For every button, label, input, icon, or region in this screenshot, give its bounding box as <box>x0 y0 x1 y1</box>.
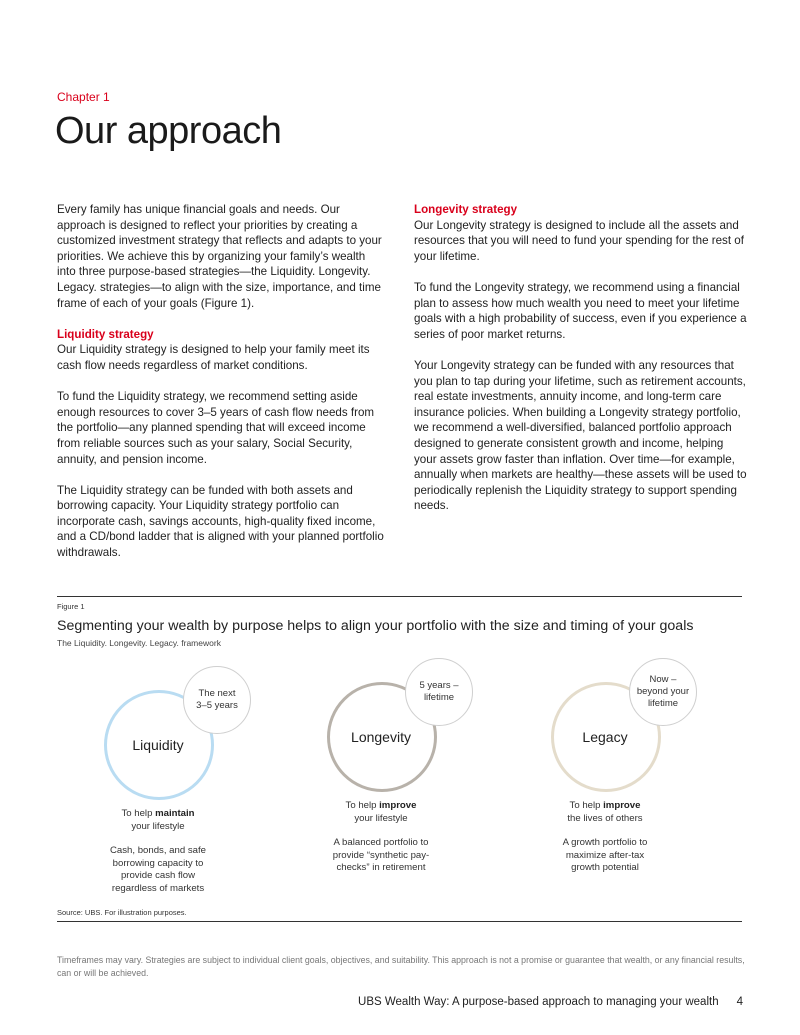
legacy-detail-line: A growth portfolio to <box>562 837 648 848</box>
longevity-description <box>311 800 451 875</box>
liquidity-paragraph-1: Our Liquidity strategy is designed to help your family meet its cash flow needs regardless of market conditions. <box>57 343 370 372</box>
liquidity-detail-line: Cash, bonds, and safe <box>109 845 206 856</box>
figure-source: Source: UBS. For illustration purposes. <box>57 908 187 917</box>
liquidity-paragraph-3: The Liquidity strategy can be funded with both assets and borrowing capacity. Your Liquidity strategy portfolio can incorporate cash, savings accounts, high-quality fixed income, and a CD/bond ladder that is aligned with your planned portfolio withdrawals. <box>57 483 384 560</box>
legacy-timeframe-line: Now – <box>649 674 677 685</box>
longevity-timeframe-line: 5 years – <box>419 680 459 691</box>
goal-prefix: To help <box>345 800 380 811</box>
longevity-label: Longevity <box>351 729 411 745</box>
goal-prefix: To help <box>569 800 604 811</box>
longevity-detail-line: A balanced portfolio to <box>333 837 429 848</box>
legacy-detail-line: maximize after-tax <box>565 849 645 861</box>
legacy-detail-line: growth potential <box>571 862 639 873</box>
longevity-timeframe-bubble <box>405 658 473 726</box>
liquidity-goal-rest: your lifestyle <box>131 820 185 832</box>
longevity-timeframe-line: lifetime <box>423 692 455 703</box>
longevity-paragraph-1: Our Longevity strategy is designed to include all the assets and resources that you will need to fund your spending for the rest of your lifetime. <box>414 218 744 263</box>
liquidity-detail-line: provide cash flow <box>120 870 196 881</box>
liquidity-goal <box>88 808 228 821</box>
longevity-heading: Longevity strategy <box>414 203 518 216</box>
liquidity-detail-line: borrowing capacity to <box>112 857 204 869</box>
legacy-timeframe-bubble <box>629 658 697 726</box>
goal-bold: maintain <box>155 808 195 819</box>
liquidity-heading: Liquidity strategy <box>57 327 154 341</box>
goal-bold: improve <box>603 800 641 811</box>
page-number: 4 <box>736 996 743 1008</box>
goal-bold: improve <box>379 800 417 811</box>
liquidity-label: Liquidity <box>132 737 184 753</box>
chapter-label: Chapter 1 <box>57 90 110 104</box>
figure-title: Segmenting your wealth by purpose helps to align your portfolio with the size and timing of your goals <box>57 618 694 634</box>
intro-paragraph: Every family has unique financial goals and needs. Our approach is designed to reflect your priorities by creating a customized investment strategy that reflects and adapts to your priorities. We achieve this by organizing your family’s wealth into three purpose-based strategies—the Liquidity. Longevity. Legacy. strategies—to align with the size, importance, and time frame of each of your goals (Figure 1). <box>57 203 382 310</box>
legacy-label: Legacy <box>582 729 628 745</box>
longevity-goal-rest: your lifestyle <box>354 812 408 824</box>
liquidity-timeframe-line: The next <box>198 688 236 699</box>
longevity-goal <box>311 800 451 813</box>
figure-subtitle: The Liquidity. Longevity. Legacy. framework <box>57 638 221 648</box>
legacy-goal-rest: the lives of others <box>567 812 643 824</box>
liquidity-paragraph-2: To fund the Liquidity strategy, we recommend setting aside enough resources to cover 3–5 years of cash flow needs from the portfolio—any planned spending that will exceed income from reliable sources such as your salary, Social Security, annuity, and pension income. <box>57 390 375 466</box>
page-title: Our approach <box>55 110 282 152</box>
figure-bottom-rule <box>57 921 742 922</box>
longevity-paragraph-2: To fund the Longevity strategy, we recommend using a financial plan to assess how much wealth you need to meet your lifetime goals with a high probability of success, even if you experience a series of poor market returns. <box>414 280 747 341</box>
left-column <box>57 202 387 576</box>
liquidity-description <box>88 808 228 895</box>
right-column <box>414 202 749 529</box>
figure-label: Figure 1 <box>57 602 85 611</box>
longevity-detail-line: provide “synthetic pay- <box>332 849 430 861</box>
legacy-timeframe-line: beyond your <box>636 686 690 697</box>
liquidity-detail-line: regardless of markets <box>111 882 205 894</box>
figure-top-rule <box>57 596 742 597</box>
liquidity-timeframe-bubble <box>183 666 251 734</box>
legacy-goal <box>535 800 675 813</box>
longevity-paragraph-3: Your Longevity strategy can be funded with any resources that you plan to tap during your lifetime, such as retirement accounts, real estate investments, annuity income, and long-term care insurance policies. When building a Longevity strategy portfolio, we recommend a well-diversified, balanced portfolio approach designed to generate consistent growth and income, helping your assets grow faster than inflation. Over time—for example, annually when markets are healthy—these assets will be used to periodically replenish the Liquidity strategy to support spending needs. <box>414 358 747 513</box>
legacy-timeframe-line: lifetime <box>647 698 679 709</box>
legacy-description <box>535 800 675 875</box>
disclaimer: Timeframes may vary. Strategies are subject to individual client goals, objectives, and suitability. This approach is not a promise or guarantee that wealth, or any financial results, can or will be achieved. <box>57 955 745 978</box>
liquidity-timeframe-line: 3–5 years <box>196 700 238 711</box>
footer-title: UBS Wealth Way: A purpose-based approach to managing your wealth <box>358 996 719 1008</box>
goal-prefix: To help <box>121 808 156 819</box>
longevity-detail-line: checks” in retirement <box>336 862 426 873</box>
page-footer <box>358 996 743 1008</box>
